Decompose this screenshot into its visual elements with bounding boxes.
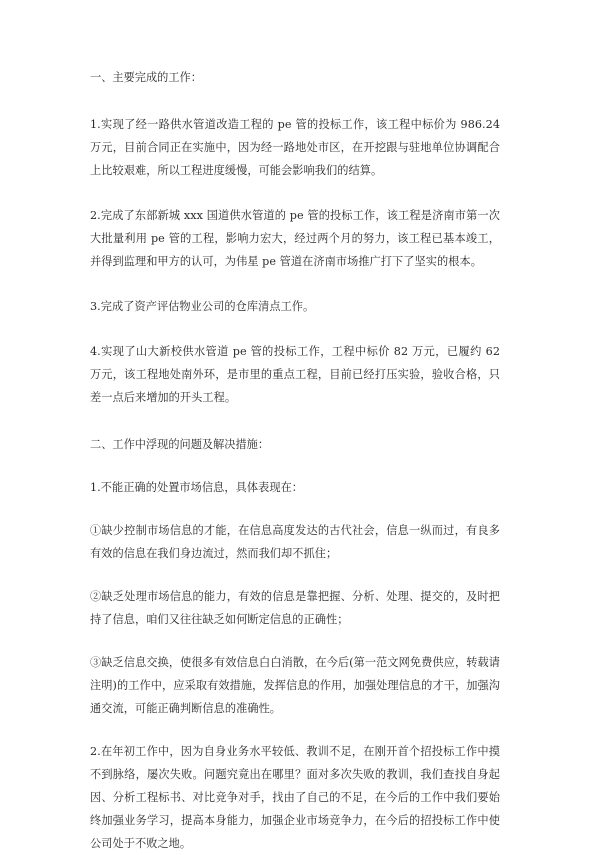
section-heading-main-work: 一、主要完成的工作：	[90, 71, 202, 84]
problem-2: 2.在年初工作中，因为自身业务水平较低、教训不足，在刚开首个招投标工作中摸不到脉络，屡次失败。问题究竟出在哪里？面对多次失败的教训，我们查找自身起因、分析工程标书、对比竞争对手，找由了自己的不足，在今后的工作中我们要始终加强业务学习，提高本身能力，加强企业市场竞争力，在今后的招投标工作中使公司处于不败之地。	[90, 745, 500, 850]
problem-1-point-1: ①缺少控制市场信息的才能，在信息高度发达的古代社会，信息一纵而过，有良多有效的信息在我们身边流过，然而我们却不抓住；	[90, 524, 500, 560]
problem-1-point-3: ③缺乏信息交换，使很多有效信息白白消散，在今后(第一范文网免费供应，转载请注明)的工作中，应采取有效措施，发挥信息的作用，加强处理信息的才干，加强沟通交流，可能正确判断信息的准确性。	[90, 656, 500, 715]
work-item-1: 1.实现了经一路供水管道改造工程的 pe 管的投标工作，该工程中标价为 986.24 万元，目前合同正在实施中，因为经一路地处市区，在开挖跟与驻地单位协调配合上比较艰难，所以工程进度缓慢，可能会影响我们的结算。	[90, 118, 500, 177]
problem-1-point-2: ②缺乏处理市场信息的能力，有效的信息是靠把握、分析、处理、提交的，及时把持了信息，咱们又往往缺乏如何断定信息的正确性；	[90, 590, 500, 626]
work-item-4: 4.实现了山大新校供水管道 pe 管的投标工作，工程中标价 82 万元，已履约 62 万元，该工程地处南外环，是市里的重点工程，目前已经打压实验，验收合格，只差一点后来增加的开头工程。	[90, 345, 500, 404]
section-heading-problems: 二、工作中浮现的问题及解决措施：	[90, 438, 270, 451]
problem-1-title: 1.不能正确的处置市场信息，具体表现在：	[90, 481, 304, 494]
work-item-3: 3.完成了资产评估物业公司的仓库清点工作。	[90, 300, 315, 313]
work-item-2: 2.完成了东部新城 xxx 国道供水管道的 pe 管的投标工作，该工程是济南市第一次大批量利用 pe 管的工程，影响力宏大，经过两个月的努力，该工程已基本竣工，并得到监理和甲方的认可，为伟星 pe 管道在济南市场推广打下了坚实的根本。	[90, 209, 500, 268]
